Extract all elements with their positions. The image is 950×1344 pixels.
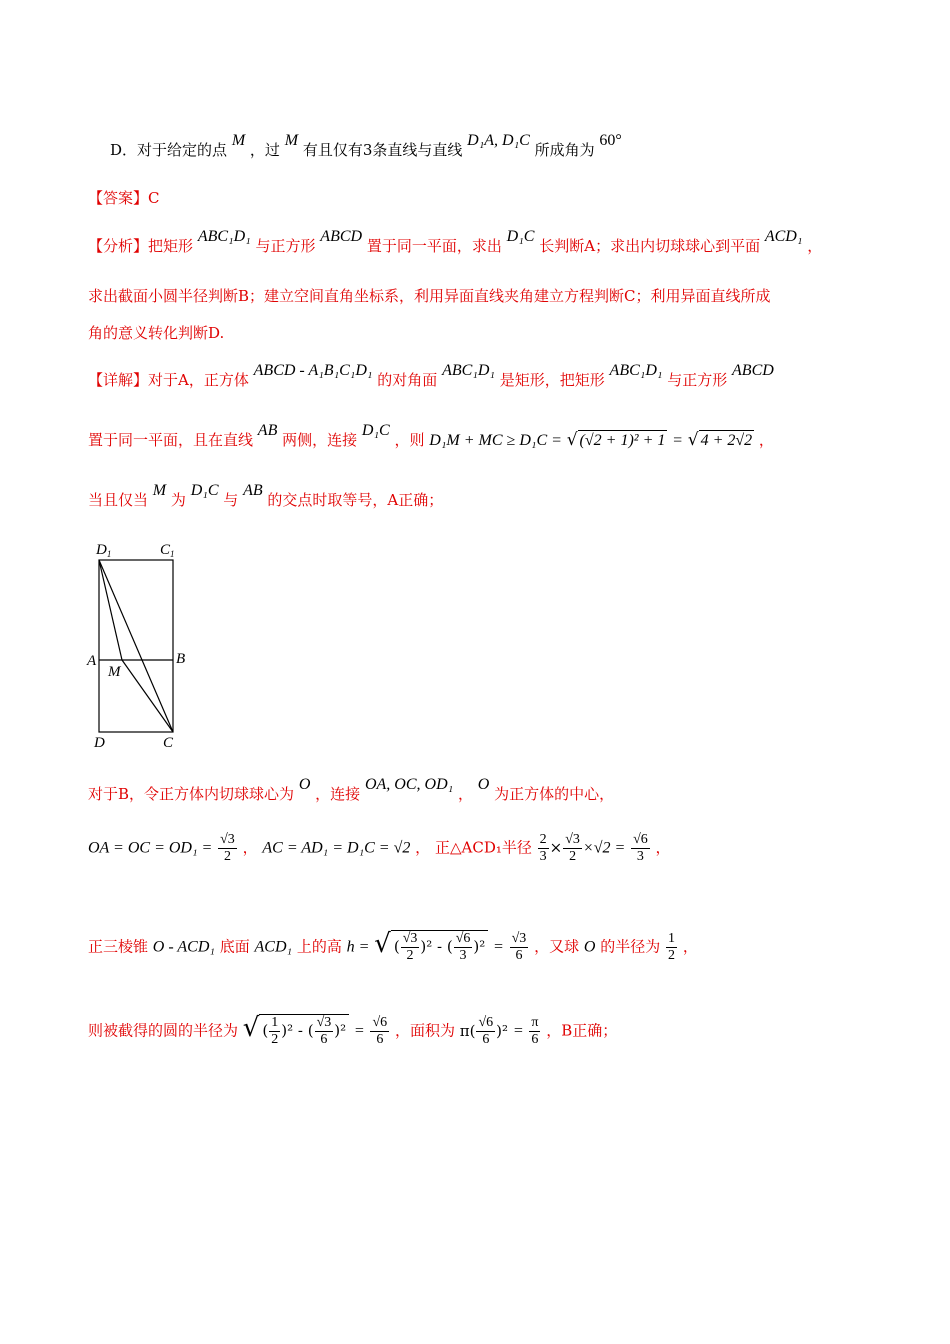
partb-l4b: ，面积为 [394,1021,455,1040]
detail-d1c-2: D₁C [190,482,219,499]
detail-cube: ABCD - A₁B₁C₁D₁ [253,362,373,379]
detail-head: 【详解】 [88,371,149,389]
partb-line-3 [88,930,698,964]
analysis-line-3 [88,323,224,343]
detail-ab-2: AB [243,482,263,499]
partb-eqb: AC = AD₁ = D₁C = √2 [262,839,411,857]
detail-l3c: 与 [223,491,239,509]
analysis-plane: ACD₁ [764,228,803,245]
detail-p1: 对于A，正方体 [148,371,249,389]
detail-l2b: 两侧，连接 [282,431,358,449]
detail-p2: 的对角面 [377,371,438,389]
partb-l1a: 对于B，令正方体内切球球心为 [88,785,295,803]
partb-l3e: 的半径为 [600,937,661,956]
detail-l3b: 为 [170,491,186,509]
detail-p3: 是矩形，把矩形 [499,371,605,389]
frac-sqrt6-over-6: $\frac{√6}{6}$ [372,1015,388,1047]
frac-pi-over-6: $\frac{\pi}{6}$ [531,1015,539,1047]
partb-eqa: OA = OC = OD₁ = [88,839,213,857]
times-2: ×√2 = [582,839,626,857]
figure-line-d1c [99,560,173,732]
frac-sqrt6-over-3: $\frac{√6}{3}$ [633,832,648,864]
partb-c2: ， [415,838,431,857]
partb-eq5: = [512,1022,524,1040]
detail-ineq: D₁M + MC ≥ D₁C = [429,432,562,449]
label-d: D [94,735,105,751]
detail-line-1 [88,362,774,391]
analysis-p5: ， [807,237,823,255]
option-d-text2: 有且仅有3条直线与直线 [302,141,463,159]
partb-o: O [298,776,311,793]
frac-sqrt3-over-2-b: $\frac{√3}{2}$ [565,832,580,864]
angle-60: 60° [599,132,622,149]
frac-sqrt3-over-2: $\frac{√3}{2}$ [220,832,235,864]
partb-eq4: = [353,1022,365,1040]
partb-l1d: 为正方体的中心， [494,785,615,803]
label-c: C [163,735,174,751]
lines-d1a-d1c: D₁A, D₁C [467,132,530,149]
partb-l4c: ，B正确； [546,1021,618,1040]
partb-base: ACD₁ [254,938,293,956]
detail-d1c: D₁C [361,422,390,439]
figure-line-mc [122,660,173,732]
frac-1-over-2: $\frac{1}{2}$ [668,931,676,963]
detail-square: ABCD [732,362,774,379]
partb-eq3: = [493,938,504,956]
answer-text: 【答案】C [88,189,160,207]
partb-l1b: ，连接 [315,785,361,803]
detail-ab: AB [257,422,278,439]
radius-radical: √ ( $\frac{1}{2}$ )² - ( $\frac{√3}{6}$ )² [243,1022,349,1040]
point-m: M [231,132,246,149]
analysis-head: 【分析】 [88,237,149,255]
option-d-label: D．对于给定的点 [110,141,228,159]
partb-c3: ， [655,838,671,857]
partb-line-2 [88,832,671,865]
detail-rect: ABC₁D₁ [609,362,663,379]
detail-line-3 [88,482,444,511]
analysis-line2: 求出截面小圆半径判断B；建立空间直角坐标系，利用异面直线夹角建立方程判断C；利用异面直线所成 [88,287,771,305]
label-c1: $C_1$ [160,542,175,559]
analysis-p2: 与正方形 [255,237,316,255]
partb-h: h = [346,938,370,956]
label-d1: $D_1$ [96,542,112,559]
detail-l3a: 当且仅当 [88,491,149,509]
detail-face: ABC₁D₁ [442,362,495,379]
label-b: B [176,651,186,667]
height-radical: √ ( $\frac{√3}{2}$ )² - ( $\frac{√6}{3}$ )² [374,938,488,956]
partb-l3b: 底面 [219,937,250,956]
analysis-p1: 把矩形 [148,237,194,255]
partb-segs: OA, OC, OD₁ [364,776,454,793]
analysis-square: ABCD [320,228,363,245]
option-d-text3: 所成角为 [534,141,595,159]
frac-sqrt3-over-6: $\frac{√3}{6}$ [511,931,527,963]
detail-m: M [152,482,167,499]
partb-l1c: ， [457,785,473,803]
point-m-2: M [284,132,299,149]
partb-o3: O [583,938,596,956]
figure-line-d1m [99,560,122,660]
analysis-line-2 [88,286,771,306]
partb-pyr: O - ACD₁ [152,938,215,956]
area-expr: π( $\frac{√6}{6}$ )² [459,1015,509,1047]
analysis-p4: 长判断A；求出内切球球心到平面 [539,237,761,255]
partb-tri: 正△ACD₁半径 [434,838,532,857]
analysis-seg: D₁C [506,228,535,245]
analysis-line3: 角的意义转化判断D. [88,324,225,342]
rectangle-figure [86,540,196,755]
detail-l2a: 置于同一平面，且在直线 [88,431,254,449]
detail-line-2: 置于同一平面，且在直线 AB 两侧，连接 D₁C ，则 D₁M + MC ≥ D₁C = √ (√2 + 1)² + 1 = √ 4 + 2√2 ， [88,422,774,450]
partb-l3f: ， [682,937,698,956]
analysis-rect: ABC₁D₁ [197,228,251,245]
partb-l3d: ，又球 [534,937,580,956]
detail-l2end: ， [758,431,774,449]
analysis-line-1 [88,228,823,257]
partb-l3c: 上的高 [296,937,342,956]
option-d [110,132,622,161]
detail-p4: 与正方形 [667,371,728,389]
label-m: M [108,664,121,680]
detail-l3d: 的交点时取等号，A正确； [267,491,444,509]
detail-rad1: (√2 + 1)² + 1 [579,432,666,449]
frac-2-over-3: $\frac{2}{3}$ [539,832,547,864]
analysis-p3: 置于同一平面，求出 [366,237,502,255]
option-d-comma: ，过 [249,141,280,159]
times-1: × [549,838,563,857]
label-a: A [87,653,97,669]
detail-l2c: ，则 [394,431,425,449]
partb-c1: ， [242,838,258,857]
partb-line-4 [88,1014,617,1048]
partb-o2: O [477,776,490,793]
partb-l4a: 则被截得的圆的半径为 [88,1021,239,1040]
detail-eq2: = [672,432,683,449]
partb-l3a: 正三棱锥 [88,937,149,956]
detail-rad2: 4 + 2√2 [700,432,753,449]
partb-line-1 [88,776,615,805]
answer-line [88,188,159,208]
